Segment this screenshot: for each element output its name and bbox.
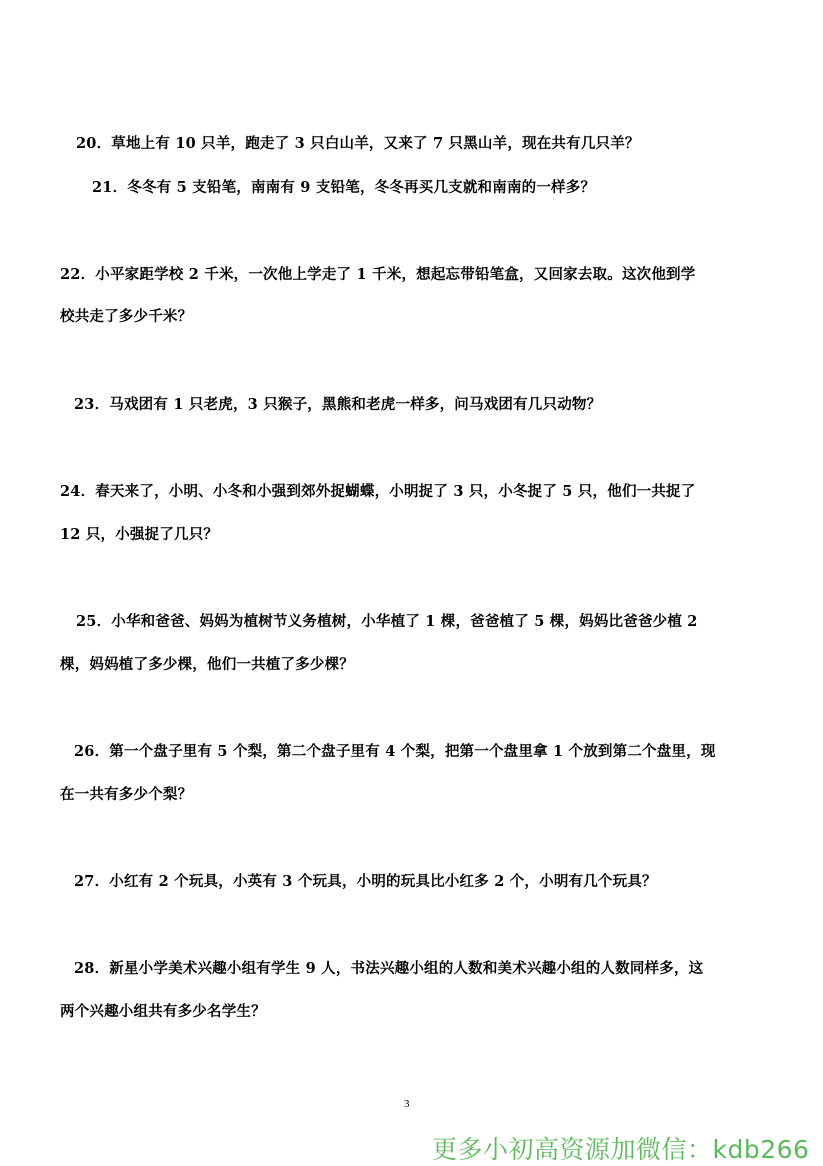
question-26-continued: 在一共有多少个梨？ — [60, 786, 193, 803]
question-26: 26．第一个盘子里有 5 个梨，第二个盘子里有 4 个梨，把第一个盘里拿 1 个放到第二个盘里，现 — [74, 743, 716, 760]
question-22-continued: 校共走了多少千米？ — [60, 308, 193, 325]
watermark-text: 更多小初高资源加微信：kdb266 — [432, 1135, 810, 1164]
question-21: 21．冬冬有 5 支铅笔，南南有 9 支铅笔，冬冬再买几支就和南南的一样多？ — [92, 179, 596, 196]
question-25-continued: 棵，妈妈植了多少棵，他们一共植了多少棵？ — [60, 656, 354, 673]
question-22: 22．小平家距学校 2 千米，一次他上学走了 1 千米，想起忘带铅笔盒，又回家去取。这次他到学 — [60, 266, 696, 283]
question-25: 25．小华和爸爸、妈妈为植树节义务植树，小华植了 1 棵，爸爸植了 5 棵，妈妈比爸爸少植 2 — [76, 613, 698, 630]
question-23: 23．马戏团有 1 只老虎，3 只猴子，黑熊和老虎一样多，问马戏团有几只动物？ — [74, 396, 602, 413]
question-28-continued: 两个兴趣小组共有多少名学生？ — [60, 1003, 266, 1020]
question-27: 27．小红有 2 个玩具，小英有 3 个玩具，小明的玩具比小红多 2 个，小明有几个玩具？ — [74, 873, 657, 890]
question-24-continued: 12 只，小强捉了几只？ — [60, 526, 219, 543]
question-20: 20．草地上有 10 只羊，跑走了 3 只白山羊，又来了 7 只黑山羊，现在共有几只羊？ — [76, 135, 640, 152]
page-number: 3 — [404, 1098, 410, 1110]
question-28: 28．新星小学美术兴趣小组有学生 9 人，书法兴趣小组的人数和美术兴趣小组的人数同样多，这 — [74, 960, 704, 977]
question-24: 24．春天来了，小明、小冬和小强到郊外捉蝴蝶，小明捉了 3 只，小冬捉了 5 只，他们一共捉了 — [60, 483, 696, 500]
